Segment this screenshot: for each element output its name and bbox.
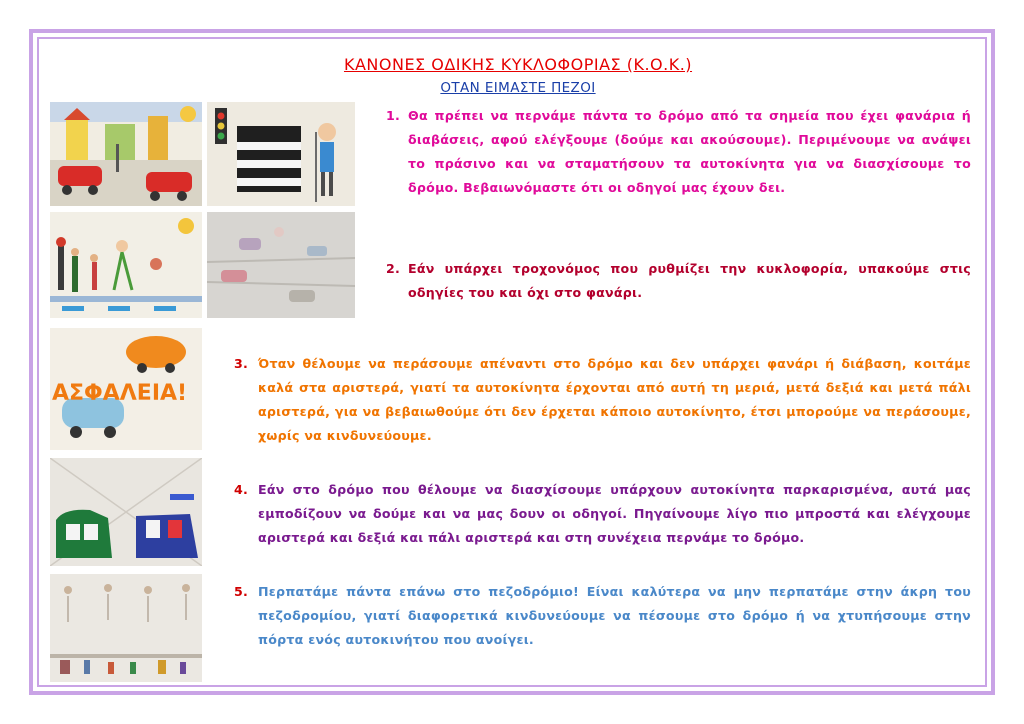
drawing-street-cars (50, 102, 202, 206)
page-title: ΚΑΝΟΝΕΣ ΟΔΙΚΗΣ ΚΥΚΛΟΦΟΡΙΑΣ (Κ.Ο.Κ.) (343, 55, 693, 74)
drawing-zebra-crossing (207, 102, 355, 206)
page-subtitle: ΟΤΑΝ ΕΙΜΑΣΤΕ ΠΕΖΟΙ (440, 80, 596, 96)
drawing-safety-text: ΑΣΦΑΛΕΙΑ! (52, 381, 188, 406)
drawing-pedestrians-crossing (50, 212, 202, 318)
drawing-sidewalk (50, 574, 202, 682)
rule-5-text: Περπατάμε πάντα επάνω στο πεζοδρόμιο! Είναι καλύτερα να μην περπατάμε στην άκρη του πεζοδρομίου, γιατί διαφορετικά κινδυνεύουμε να πέσουμε στο δρόμο ή να χτυπήσουμε στην πόρτα ενός αυτοκινήτου που ανοίγει. (258, 584, 971, 647)
drawing-parked-cars (50, 458, 202, 566)
rule-5-number: 5. (234, 584, 249, 599)
rule-4-text: Εάν στο δρόμο που θέλουμε να διασχίσουμε υπάρχουν αυτοκίνητα παρκαρισμένα, αυτά μας εμποδίζουν να δούμε και να μας δουν οι οδηγοί. Πηγαίνουμε λίγο πιο μπροστά και ελέγχουμε αριστερά και δεξιά και πάλι αριστερά και στη συνέχεια περνάμε το δρόμο. (258, 482, 971, 545)
rule-2-text: Εάν υπάρχει τροχονόμος που ρυθμίζει την κυκλοφορία, υπακούμε στις οδηγίες του και όχι στο φανάρι. (408, 261, 971, 300)
drawing-faint-traffic (207, 212, 355, 318)
rule-3-text: Όταν θέλουμε να περάσουμε απέναντι στο δρόμο και δεν υπάρχει φανάρι ή διάβαση, κοιτάμε καλά στα αριστερά, γιατί τα αυτοκίνητα έρχονται από αυτή τη μεριά, μετά δεξιά και μετά πάλι αριστερά, για να βεβαιωθούμε ότι δεν έρχεται κάποιο αυτοκίνητο, έτσι μπορούμε να περάσουμε, χωρίς να κινδυνεύουμε. (258, 356, 971, 443)
rule-4-number: 4. (234, 482, 249, 497)
rule-3 (234, 352, 971, 448)
rule-2-number: 2. (386, 261, 401, 276)
rule-3-number: 3. (234, 356, 249, 371)
rule-2 (386, 257, 971, 305)
rule-5 (234, 580, 971, 652)
drawing-safety-cars (50, 328, 202, 450)
rule-1-text: Θα πρέπει να περνάμε πάντα το δρόμο από τα σημεία που έχει φανάρια ή διαβάσεις, αφού ελέγξουμε (δούμε και ακούσουμε). Περιμένουμε να ανάψει το πράσινο και να σταματήσουν τα αυτοκίνητα για να διασχίσουμε το δρόμο. Βεβαιωνόμαστε ότι οι οδηγοί μας έχουν δει. (408, 108, 971, 195)
rule-4 (234, 478, 971, 550)
rule-1-number: 1. (386, 108, 401, 123)
rule-1 (386, 104, 971, 200)
